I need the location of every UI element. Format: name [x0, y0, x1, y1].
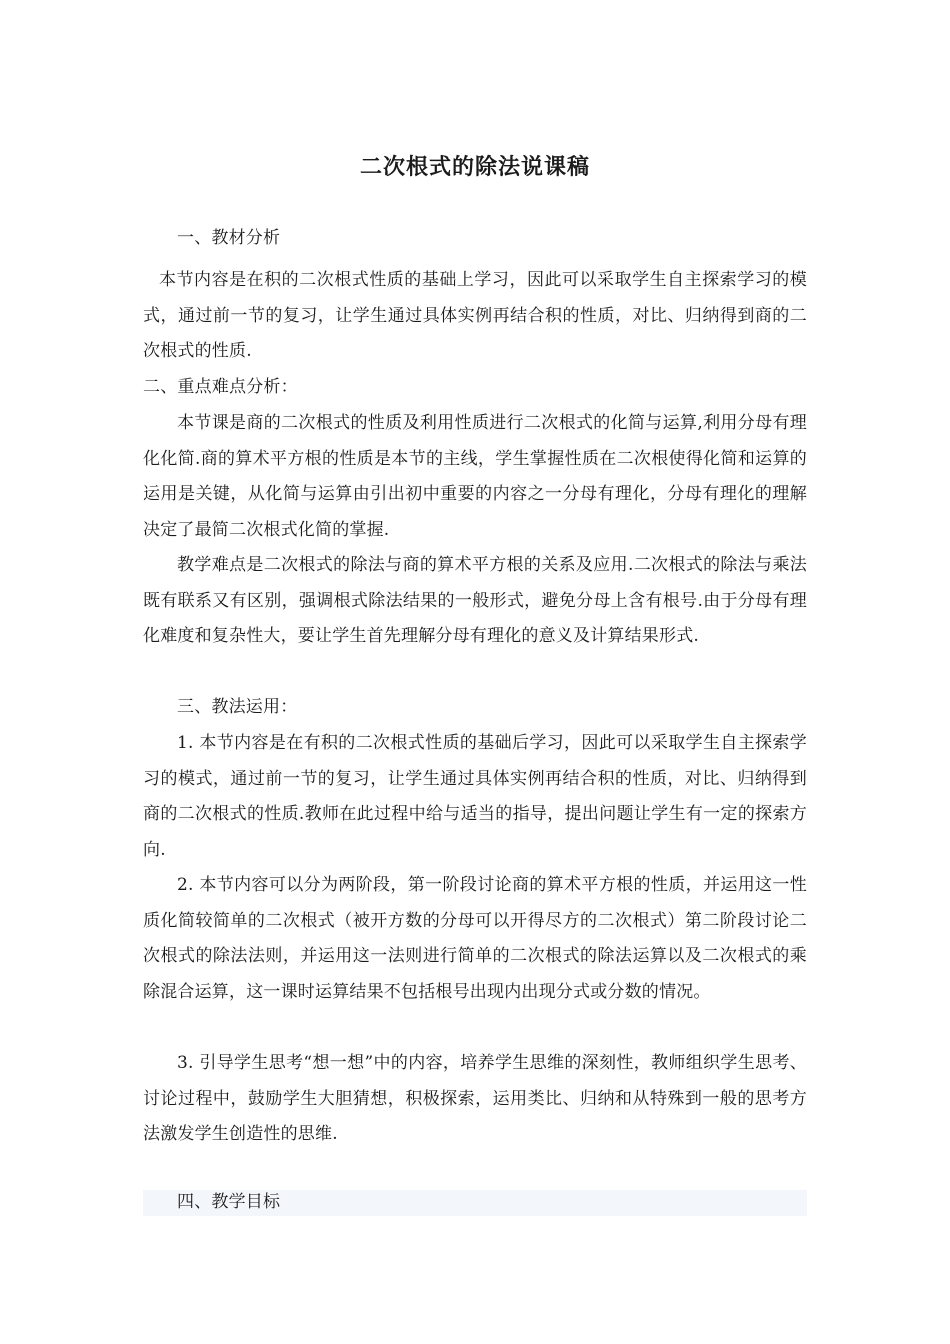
section-heading-2: 二、重点难点分析：: [143, 377, 298, 397]
section-3-item-1: 1. 本节内容是在有积的二次根式性质的基础后学习，因此可以采取学生自主探索学习的模式，通过前一节的复习，让学生通过具体实例再结合积的性质，对比、归纳得到商的二次根式的性质.教师在此过程中给与适当的指导，提出问题让学生有一定的探索方向.: [143, 733, 807, 860]
section-3-item-3: 3. 引导学生思考“想一想”中的内容，培养学生思维的深刻性，教师组织学生思考、讨论过程中，鼓励学生大胆猜想，积极探索，运用类比、归纳和从特殊到一般的思考方法激发学生创造性的思维.: [143, 1053, 807, 1144]
section-2-paragraph-1: 本节课是商的二次根式的性质及利用性质进行二次根式的化简与运算,利用分母有理化化简.商的算术平方根的性质是本节的主线，学生掌握性质在二次根使得化简和运算的运用是关键，从化简与运算由引出初中重要的内容之一分母有理化，分母有理化的理解决定了最简二次根式化简的掌握.: [143, 413, 807, 540]
section-heading-3: 三、教法运用：: [177, 697, 298, 717]
section-1-paragraph: 本节内容是在积的二次根式性质的基础上学习，因此可以采取学生自主探索学习的模式，通过前一节的复习，让学生通过具体实例再结合积的性质，对比、归纳得到商的二次根式的性质.: [143, 270, 807, 361]
section-2-paragraph-2: 教学难点是二次根式的除法与商的算术平方根的关系及应用.二次根式的除法与乘法既有联系又有区别，强调根式除法结果的一般形式，避免分母上含有根号.由于分母有理化难度和复杂性大，要让学生首先理解分母有理化的意义及计算结果形式.: [143, 555, 807, 646]
document-title: 二次根式的除法说课稿: [359, 155, 590, 180]
section-3-item-2: 2. 本节内容可以分为两阶段，第一阶段讨论商的算术平方根的性质，并运用这一性质化简较简单的二次根式（被开方数的分母可以开得尽方的二次根式）第二阶段讨论二次根式的除法法则，并运用这一法则进行简单的二次根式的除法运算以及二次根式的乘除混合运算，这一课时运算结果不包括根号出现内出现分式或分数的情况。: [143, 875, 807, 1002]
section-heading-1: 一、教材分析: [177, 228, 281, 248]
section-heading-4: 四、教学目标: [177, 1192, 281, 1212]
